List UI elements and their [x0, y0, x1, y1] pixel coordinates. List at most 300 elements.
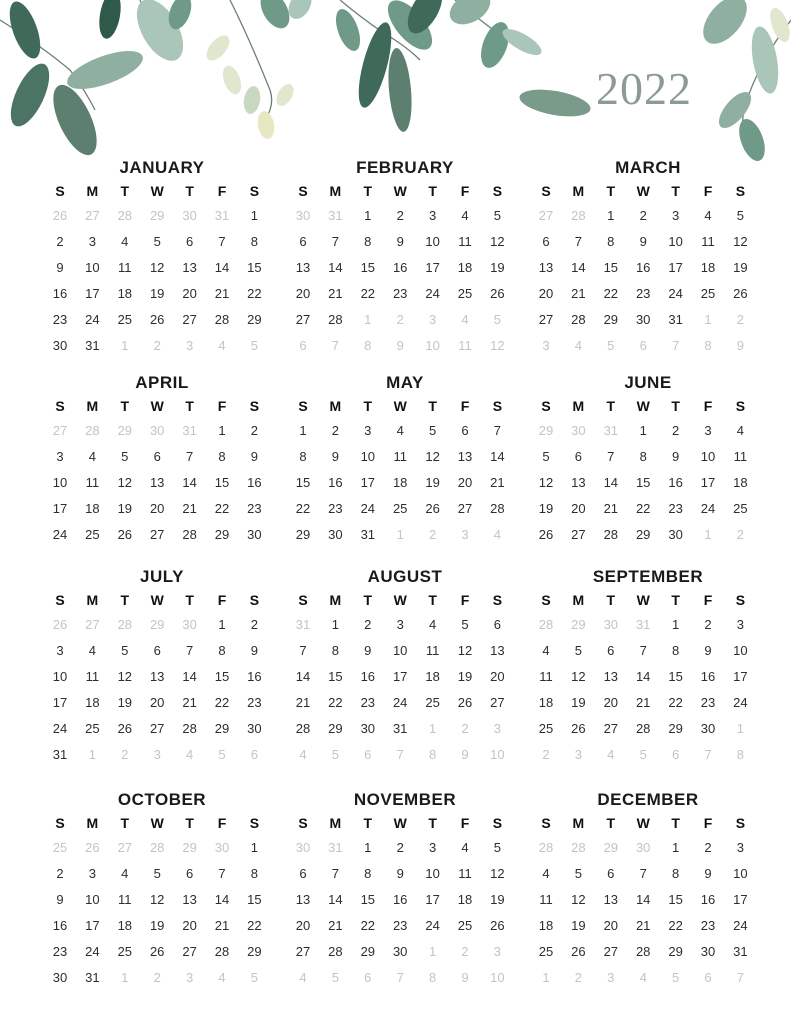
- day-cell: 19: [149, 286, 165, 301]
- day-cell: 27: [538, 312, 554, 327]
- day-cell: 7: [331, 234, 339, 249]
- day-cell: 17: [52, 695, 68, 710]
- day-cell: 7: [331, 866, 339, 881]
- adjacent-month-day: 9: [396, 338, 404, 353]
- adjacent-month-day: 1: [121, 338, 129, 353]
- day-cell: 17: [700, 475, 716, 490]
- day-cell: 2: [250, 617, 258, 632]
- day-cell: 24: [85, 944, 100, 959]
- weekday-header: F: [460, 592, 470, 608]
- adjacent-month-day: 7: [331, 338, 339, 353]
- day-cell: 10: [733, 643, 748, 658]
- day-cell: 19: [425, 475, 440, 490]
- adjacent-month-day: 28: [538, 840, 554, 855]
- adjacent-month-day: 29: [149, 617, 165, 632]
- weekday-header: T: [606, 815, 616, 831]
- weekday-header: S: [492, 592, 503, 608]
- adjacent-month-day: 27: [52, 423, 68, 438]
- day-cell: 14: [635, 892, 651, 907]
- day-cell: 13: [457, 449, 473, 464]
- day-cell: 13: [571, 475, 586, 490]
- day-cell: 21: [490, 475, 505, 490]
- day-cell: 11: [85, 669, 100, 684]
- adjacent-month-day: 3: [185, 970, 194, 985]
- weekday-header: M: [572, 592, 585, 608]
- day-cell: 19: [538, 501, 554, 516]
- adjacent-month-day: 30: [149, 423, 165, 438]
- day-cell: 1: [218, 423, 226, 438]
- day-cell: 28: [635, 944, 651, 959]
- adjacent-month-day: 1: [428, 944, 437, 959]
- year-title: 2022: [596, 63, 692, 114]
- adjacent-month-day: 31: [328, 208, 343, 223]
- weekday-header: F: [460, 398, 470, 414]
- weekday-header: M: [572, 183, 585, 199]
- adjacent-month-day: 2: [461, 944, 469, 959]
- weekday-header: T: [606, 592, 616, 608]
- day-cell: 2: [639, 208, 647, 223]
- day-cell: 29: [360, 944, 376, 959]
- day-cell: 17: [668, 260, 683, 275]
- adjacent-month-day: 28: [117, 617, 133, 632]
- day-cell: 10: [733, 866, 748, 881]
- day-cell: 30: [700, 721, 716, 736]
- day-cell: 28: [328, 312, 343, 327]
- weekday-header: S: [55, 183, 65, 199]
- day-cell: 23: [52, 312, 68, 327]
- day-cell: 14: [182, 669, 197, 684]
- weekday-header: F: [703, 183, 713, 199]
- day-cell: 6: [299, 866, 307, 881]
- adjacent-month-day: 6: [364, 970, 372, 985]
- adjacent-month-day: 2: [736, 527, 744, 542]
- day-cell: 26: [425, 501, 440, 516]
- month-name: JULY: [140, 567, 184, 586]
- adjacent-month-day: 29: [182, 840, 197, 855]
- day-cell: 15: [214, 475, 230, 490]
- weekday-header: T: [363, 398, 373, 414]
- day-cell: 23: [392, 286, 408, 301]
- day-cell: 6: [185, 866, 194, 881]
- day-cell: 18: [457, 260, 473, 275]
- day-cell: 20: [571, 501, 586, 516]
- day-cell: 3: [88, 234, 96, 249]
- day-cell: 25: [700, 286, 716, 301]
- adjacent-month-day: 8: [428, 970, 437, 985]
- day-cell: 30: [247, 721, 262, 736]
- adjacent-month-day: 4: [574, 338, 582, 353]
- adjacent-month-day: 8: [428, 747, 437, 762]
- adjacent-month-day: 6: [364, 747, 372, 762]
- day-cell: 4: [121, 866, 129, 881]
- day-cell: 28: [182, 527, 197, 542]
- day-cell: 23: [700, 918, 716, 933]
- day-cell: 28: [214, 312, 230, 327]
- day-cell: 2: [331, 423, 339, 438]
- day-cell: 17: [85, 286, 100, 301]
- day-cell: 17: [733, 892, 748, 907]
- day-cell: 21: [603, 501, 619, 516]
- weekday-header: W: [393, 183, 407, 199]
- day-cell: 17: [425, 260, 440, 275]
- day-cell: 3: [364, 423, 372, 438]
- day-cell: 29: [328, 721, 343, 736]
- weekday-header: M: [86, 815, 99, 831]
- weekday-header: M: [86, 398, 99, 414]
- day-cell: 22: [214, 501, 230, 516]
- day-cell: 17: [425, 892, 440, 907]
- weekday-header: M: [329, 398, 342, 414]
- day-cell: 1: [299, 423, 307, 438]
- day-cell: 5: [574, 643, 582, 658]
- day-cell: 11: [393, 449, 407, 464]
- day-cell: 15: [668, 892, 683, 907]
- day-cell: 16: [247, 475, 262, 490]
- adjacent-month-day: 7: [736, 970, 744, 985]
- day-cell: 31: [85, 338, 100, 353]
- day-cell: 7: [299, 643, 307, 658]
- day-cell: 3: [56, 449, 64, 464]
- day-cell: 8: [331, 643, 339, 658]
- adjacent-month-day: 26: [52, 208, 68, 223]
- day-cell: 1: [218, 617, 226, 632]
- day-cell: 22: [328, 695, 343, 710]
- adjacent-month-day: 31: [295, 617, 311, 632]
- month-name: MARCH: [615, 158, 681, 177]
- day-cell: 5: [153, 234, 161, 249]
- day-cell: 16: [668, 475, 683, 490]
- day-cell: 16: [700, 892, 716, 907]
- day-cell: 7: [607, 449, 615, 464]
- day-cell: 17: [85, 918, 100, 933]
- month-name: SEPTEMBER: [592, 567, 704, 586]
- day-cell: 8: [671, 643, 680, 658]
- day-cell: 17: [392, 669, 408, 684]
- day-cell: 6: [185, 234, 194, 249]
- weekday-header: W: [150, 398, 164, 414]
- adjacent-month-day: 3: [493, 944, 501, 959]
- weekday-header: T: [185, 398, 194, 414]
- day-cell: 23: [700, 695, 716, 710]
- weekday-header: T: [120, 398, 130, 414]
- day-cell: 24: [392, 695, 408, 710]
- day-cell: 29: [247, 312, 262, 327]
- day-cell: 7: [493, 423, 501, 438]
- day-cell: 15: [328, 669, 343, 684]
- day-cell: 3: [428, 208, 437, 223]
- adjacent-month-day: 3: [493, 721, 501, 736]
- day-cell: 3: [428, 840, 437, 855]
- weekday-header: F: [460, 815, 470, 831]
- weekday-header: T: [428, 398, 437, 414]
- day-cell: 22: [247, 286, 262, 301]
- adjacent-month-day: 31: [635, 617, 651, 632]
- day-cell: 25: [457, 918, 473, 933]
- day-cell: 18: [85, 695, 100, 710]
- day-cell: 17: [360, 475, 376, 490]
- day-cell: 5: [493, 208, 501, 223]
- day-cell: 17: [733, 669, 748, 684]
- weekday-header: T: [120, 592, 130, 608]
- day-cell: 28: [214, 944, 230, 959]
- adjacent-month-day: 10: [425, 338, 440, 353]
- weekday-header: F: [703, 592, 713, 608]
- day-cell: 9: [250, 449, 258, 464]
- day-cell: 30: [635, 312, 651, 327]
- adjacent-month-day: 3: [607, 970, 615, 985]
- day-cell: 24: [360, 501, 376, 516]
- day-cell: 1: [671, 617, 680, 632]
- day-cell: 8: [364, 234, 372, 249]
- day-cell: 13: [182, 260, 197, 275]
- day-cell: 4: [88, 643, 96, 658]
- day-cell: 25: [117, 944, 133, 959]
- day-cell: 20: [603, 918, 619, 933]
- day-cell: 10: [668, 234, 683, 249]
- day-cell: 26: [117, 527, 133, 542]
- adjacent-month-day: 1: [704, 527, 712, 542]
- day-cell: 16: [635, 260, 651, 275]
- day-cell: 9: [56, 892, 64, 907]
- day-cell: 22: [295, 501, 311, 516]
- weekday-header: T: [671, 592, 680, 608]
- day-cell: 6: [299, 234, 307, 249]
- day-cell: 8: [250, 234, 258, 249]
- adjacent-month-day: 4: [299, 970, 307, 985]
- weekday-header: T: [185, 592, 194, 608]
- adjacent-month-day: 4: [639, 970, 647, 985]
- day-cell: 19: [149, 918, 165, 933]
- day-cell: 15: [295, 475, 311, 490]
- day-cell: 19: [490, 892, 505, 907]
- day-cell: 26: [571, 944, 586, 959]
- day-cell: 2: [396, 208, 404, 223]
- day-cell: 10: [85, 892, 100, 907]
- adjacent-month-day: 28: [571, 840, 586, 855]
- day-cell: 15: [360, 260, 376, 275]
- adjacent-month-day: 11: [458, 338, 472, 353]
- day-cell: 19: [490, 260, 505, 275]
- day-cell: 18: [85, 501, 100, 516]
- day-cell: 23: [635, 286, 651, 301]
- adjacent-month-day: 27: [538, 208, 554, 223]
- day-cell: 1: [607, 208, 615, 223]
- day-cell: 26: [490, 918, 505, 933]
- adjacent-month-day: 25: [52, 840, 68, 855]
- day-cell: 31: [85, 970, 100, 985]
- day-cell: 14: [295, 669, 311, 684]
- day-cell: 4: [736, 423, 744, 438]
- adjacent-month-day: 30: [182, 208, 197, 223]
- day-cell: 26: [733, 286, 748, 301]
- day-cell: 6: [153, 449, 161, 464]
- weekday-header: S: [492, 398, 503, 414]
- weekday-header: S: [249, 815, 260, 831]
- day-cell: 15: [214, 669, 230, 684]
- day-cell: 30: [360, 721, 376, 736]
- day-cell: 16: [700, 669, 716, 684]
- day-cell: 5: [428, 423, 437, 438]
- day-cell: 14: [328, 892, 343, 907]
- weekday-header: S: [55, 592, 65, 608]
- day-cell: 27: [603, 721, 619, 736]
- day-cell: 22: [603, 286, 619, 301]
- day-cell: 12: [149, 260, 165, 275]
- day-cell: 4: [704, 208, 712, 223]
- day-cell: 11: [539, 669, 553, 684]
- day-cell: 22: [668, 695, 683, 710]
- adjacent-month-day: 27: [85, 617, 100, 632]
- weekday-header: T: [428, 815, 437, 831]
- day-cell: 6: [607, 866, 615, 881]
- day-cell: 16: [392, 260, 408, 275]
- day-cell: 12: [457, 643, 473, 658]
- day-cell: 31: [733, 944, 748, 959]
- day-cell: 22: [360, 286, 376, 301]
- day-cell: 9: [704, 643, 712, 658]
- weekday-header: T: [363, 815, 373, 831]
- day-cell: 7: [185, 643, 194, 658]
- day-cell: 16: [247, 669, 262, 684]
- day-cell: 11: [701, 234, 715, 249]
- day-cell: 5: [542, 449, 550, 464]
- day-cell: 11: [425, 643, 440, 658]
- weekday-header: W: [636, 398, 650, 414]
- day-cell: 21: [182, 695, 197, 710]
- adjacent-month-day: 5: [607, 338, 615, 353]
- day-cell: 21: [635, 695, 651, 710]
- day-cell: 20: [182, 918, 197, 933]
- day-cell: 13: [538, 260, 554, 275]
- weekday-header: S: [735, 183, 746, 199]
- day-cell: 3: [88, 866, 96, 881]
- adjacent-month-day: 9: [461, 747, 469, 762]
- day-cell: 9: [396, 234, 404, 249]
- day-cell: 24: [52, 527, 68, 542]
- day-cell: 6: [461, 423, 469, 438]
- day-cell: 26: [457, 695, 473, 710]
- day-cell: 21: [635, 918, 651, 933]
- weekday-header: M: [329, 815, 342, 831]
- day-cell: 5: [153, 866, 161, 881]
- weekday-header: S: [249, 183, 260, 199]
- day-cell: 30: [52, 970, 68, 985]
- day-cell: 27: [149, 721, 165, 736]
- adjacent-month-day: 1: [542, 970, 550, 985]
- weekday-header: M: [572, 815, 585, 831]
- adjacent-month-day: 3: [574, 747, 582, 762]
- day-cell: 11: [85, 475, 100, 490]
- day-cell: 8: [250, 866, 258, 881]
- weekday-header: S: [735, 398, 746, 414]
- day-cell: 14: [328, 260, 343, 275]
- day-cell: 12: [117, 669, 133, 684]
- day-cell: 6: [574, 449, 582, 464]
- day-cell: 9: [331, 449, 339, 464]
- adjacent-month-day: 30: [214, 840, 230, 855]
- day-cell: 25: [457, 286, 473, 301]
- day-cell: 11: [458, 234, 472, 249]
- weekday-header: T: [363, 592, 373, 608]
- month-name: OCTOBER: [117, 790, 207, 809]
- day-cell: 10: [425, 866, 440, 881]
- day-cell: 23: [668, 501, 683, 516]
- day-cell: 4: [121, 234, 129, 249]
- day-cell: 27: [149, 527, 165, 542]
- day-cell: 24: [52, 721, 68, 736]
- day-cell: 8: [639, 449, 647, 464]
- weekday-header: S: [249, 592, 260, 608]
- day-cell: 24: [425, 286, 440, 301]
- day-cell: 21: [328, 286, 343, 301]
- day-cell: 21: [214, 286, 230, 301]
- day-cell: 19: [571, 918, 586, 933]
- day-cell: 25: [733, 501, 748, 516]
- day-cell: 16: [392, 892, 408, 907]
- adjacent-month-day: 30: [603, 617, 619, 632]
- weekday-header: T: [185, 815, 194, 831]
- adjacent-month-day: 29: [571, 617, 586, 632]
- day-cell: 1: [331, 617, 339, 632]
- day-cell: 7: [574, 234, 582, 249]
- adjacent-month-day: 6: [250, 747, 258, 762]
- weekday-header: S: [492, 815, 503, 831]
- weekday-header: S: [541, 592, 551, 608]
- adjacent-month-day: 27: [85, 208, 100, 223]
- day-cell: 19: [117, 501, 133, 516]
- day-cell: 24: [733, 918, 748, 933]
- day-cell: 5: [736, 208, 744, 223]
- day-cell: 7: [218, 866, 226, 881]
- day-cell: 8: [607, 234, 615, 249]
- weekday-header: S: [298, 592, 308, 608]
- adjacent-month-day: 4: [607, 747, 615, 762]
- day-cell: 18: [538, 695, 554, 710]
- weekday-header: T: [120, 815, 130, 831]
- adjacent-month-day: 31: [214, 208, 230, 223]
- weekday-header: M: [572, 398, 585, 414]
- day-cell: 29: [668, 721, 683, 736]
- day-cell: 31: [360, 527, 376, 542]
- weekday-header: T: [671, 815, 680, 831]
- day-cell: 31: [668, 312, 683, 327]
- day-cell: 17: [52, 501, 68, 516]
- day-cell: 20: [295, 918, 311, 933]
- day-cell: 4: [542, 643, 550, 658]
- weekday-header: F: [460, 183, 470, 199]
- adjacent-month-day: 8: [736, 747, 744, 762]
- weekday-header: T: [671, 398, 680, 414]
- day-cell: 1: [364, 208, 372, 223]
- adjacent-month-day: 28: [538, 617, 554, 632]
- adjacent-month-day: 4: [185, 747, 194, 762]
- adjacent-month-day: 2: [396, 312, 404, 327]
- day-cell: 9: [56, 260, 64, 275]
- adjacent-month-day: 31: [328, 840, 343, 855]
- day-cell: 28: [571, 312, 586, 327]
- day-cell: 22: [668, 918, 683, 933]
- day-cell: 23: [247, 695, 262, 710]
- weekday-header: S: [541, 815, 551, 831]
- adjacent-month-day: 3: [542, 338, 550, 353]
- day-cell: 3: [671, 208, 680, 223]
- weekday-header: T: [185, 183, 194, 199]
- adjacent-month-day: 6: [704, 970, 712, 985]
- day-cell: 28: [182, 721, 197, 736]
- weekday-header: T: [428, 592, 437, 608]
- day-cell: 12: [490, 866, 505, 881]
- day-cell: 31: [392, 721, 408, 736]
